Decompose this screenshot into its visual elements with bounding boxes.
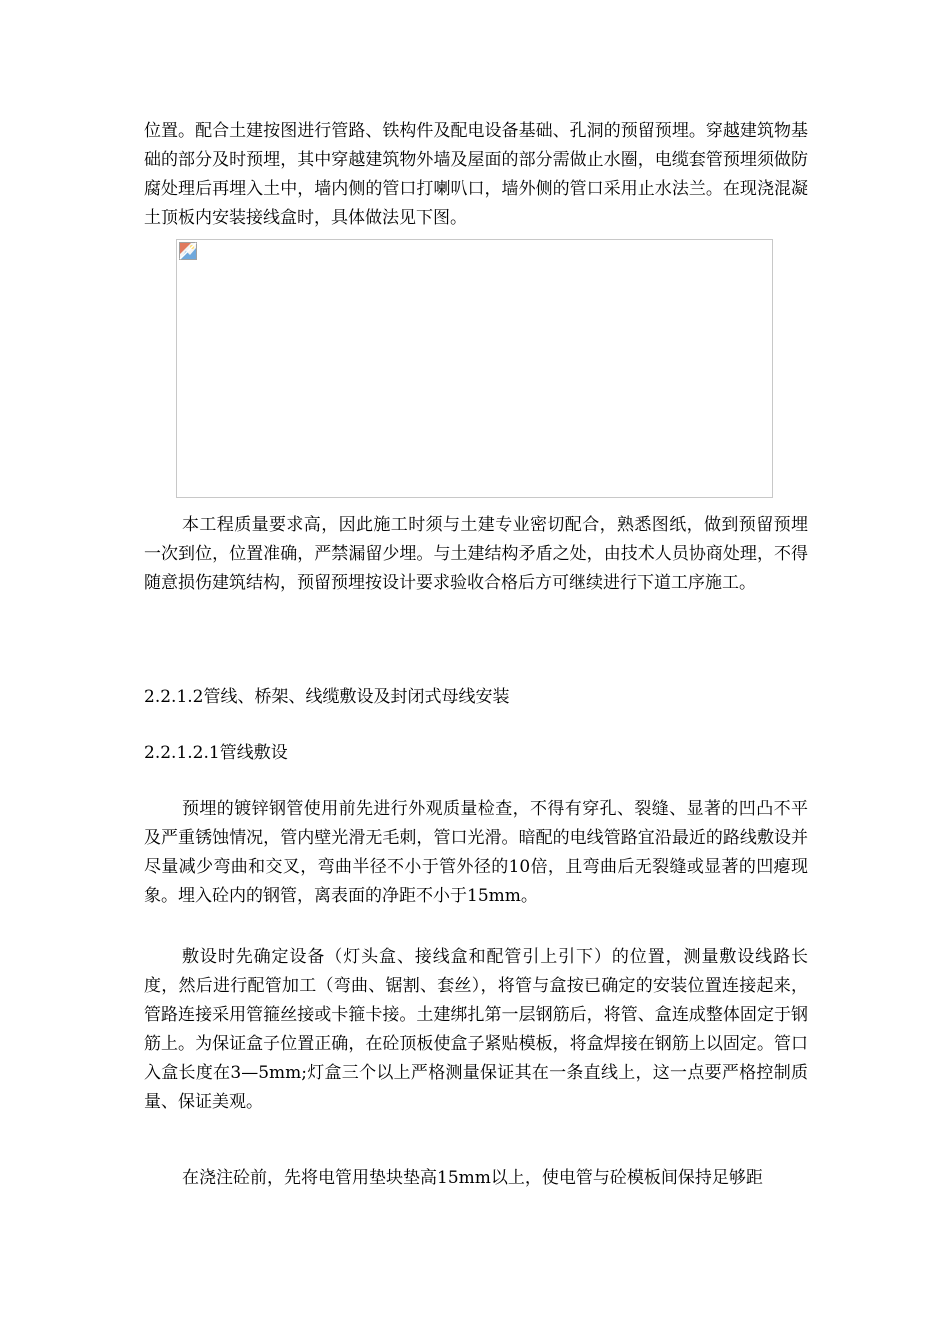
paragraph-quality-requirements: 本工程质量要求高，因此施工时须与土建专业密切配合，熟悉图纸，做到预留预埋一次到位，位置准确，严禁漏留少埋。与土建结构矛盾之处，由技术人员协商处理，不得随意损伤建筑结构，预留预埋按设计要求验收合格后方可继续进行下道工序施工。 bbox=[144, 515, 808, 593]
section-heading-cable-installation: 2.2.1.2管线、桥架、线缆敷设及封闭式母线安装 bbox=[144, 687, 510, 707]
paragraph-preembedding: 位置。配合土建按图进行管路、铁构件及配电设备基础、孔洞的预留预埋。穿越建筑物基础的部分及时预埋，其中穿越建筑物外墙及屋面的部分需做止水圈，电缆套管预埋须做防腐处理后再埋入土中，墙内侧的管口打喇叭口，墙外侧的管口采用止水法兰。在现浇混凝土顶板内安装接线盒时，具体做法见下图。 bbox=[144, 121, 808, 228]
section-heading-conduit-laying: 2.2.1.2.1管线敷设 bbox=[144, 743, 288, 763]
paragraph-laying-procedure: 敷设时先确定设备（灯头盒、接线盒和配管引上引下）的位置，测量敷设线路长度，然后进行配管加工（弯曲、锯割、套丝），将管与盒按已确定的安装位置连接起来，管路连接采用管箍丝接或卡箍卡接。土建绑扎第一层钢筋后，将管、盒连成整体固定于钢筋上。为保证盒子位置正确，在砼顶板使盒子紧贴模板，将盒焊接在钢筋上以固定。管口入盒长度在3—5mm;灯盒三个以上严格测量保证其在一条直线上，这一点要严格控制质量、保证美观。 bbox=[144, 947, 808, 1112]
paragraph-before-pouring: 在浇注砼前，先将电管用垫块垫高15mm以上，使电管与砼模板间保持足够距 bbox=[182, 1168, 763, 1188]
broken-image-icon bbox=[179, 242, 197, 260]
junction-box-figure bbox=[176, 239, 773, 498]
paragraph-conduit-inspection: 预埋的镀锌钢管使用前先进行外观质量检查，不得有穿孔、裂缝、显著的凹凸不平及严重锈蚀情况，管内壁光滑无毛刺，管口光滑。暗配的电线管路宜沿最近的路线敷设并尽量减少弯曲和交叉，弯曲半径不小于管外径的10倍，且弯曲后无裂缝或显著的凹瘪现象。埋入砼内的钢管，离表面的净距不小于15mm。 bbox=[144, 799, 808, 906]
